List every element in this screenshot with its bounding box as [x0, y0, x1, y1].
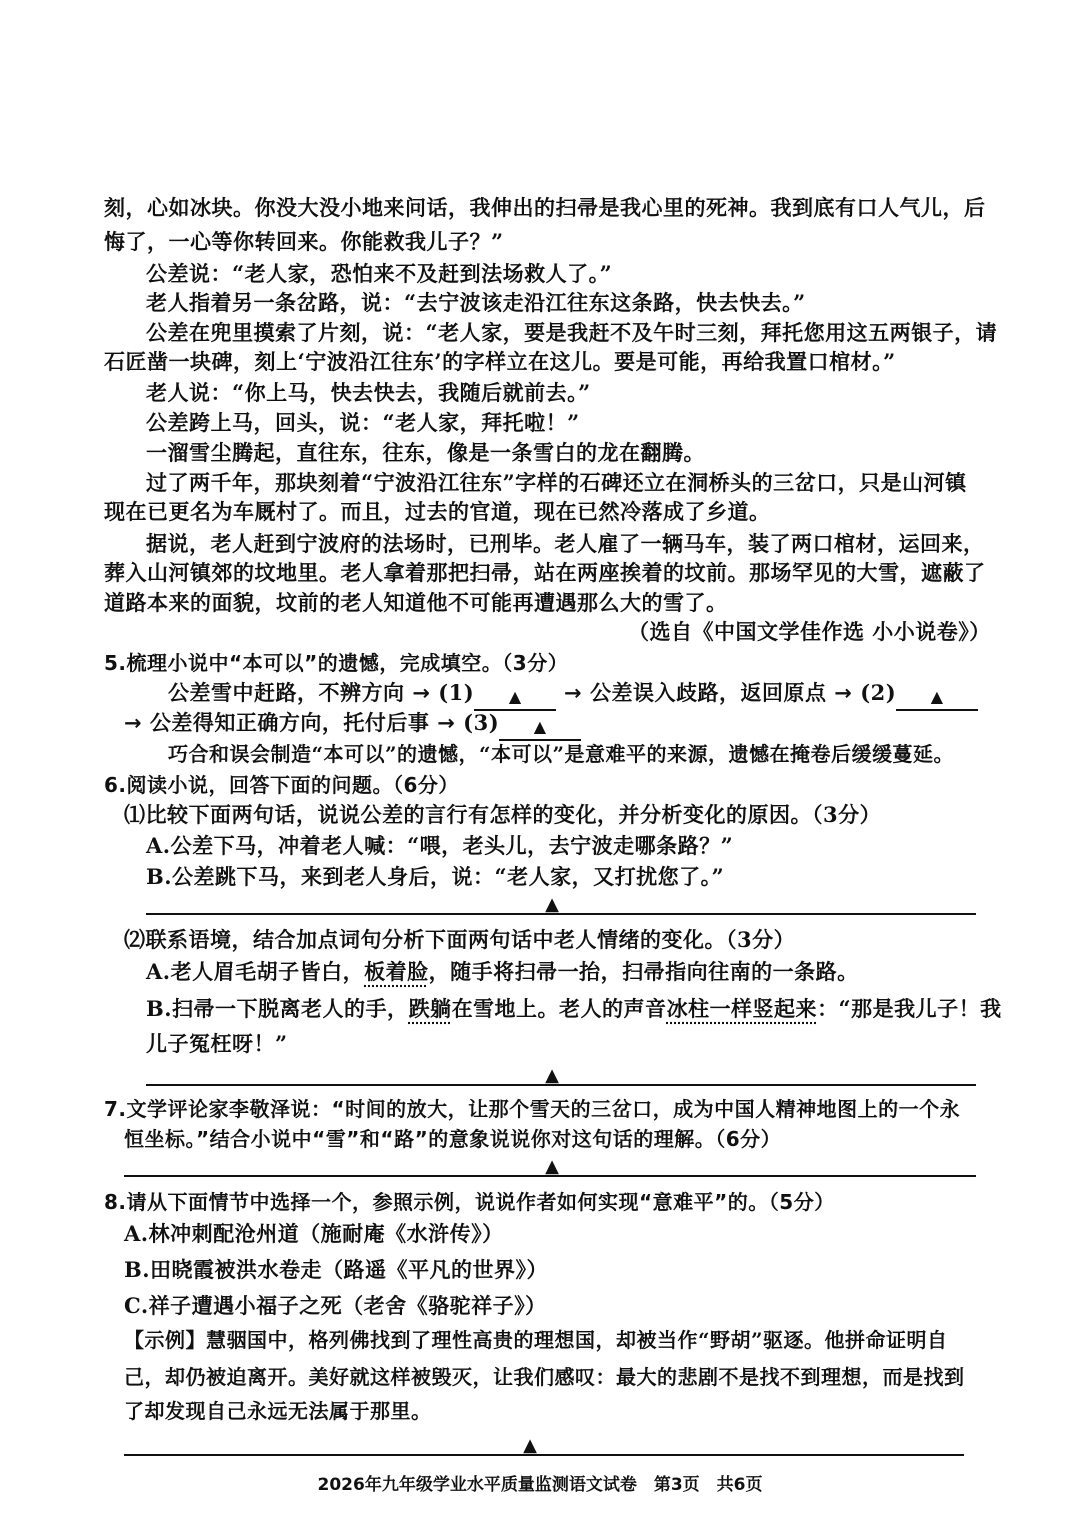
q6-sub2-b-post: ：“那是我儿子！我 [817, 996, 1002, 1021]
q6-sub2-b-mid: 在雪地上。老人的声音 [451, 996, 667, 1021]
page-footer: 2026年九年级学业水平质量监测语文试卷 第3页 共6页 [317, 1475, 763, 1495]
arrow-icon: → [412, 681, 431, 705]
story-line: 公差说：“老人家，恐怕来不及赶到法场救人了。” [146, 261, 613, 286]
q5-step-2: 公差误入歧路，返回原点 [589, 680, 827, 705]
q5-title: 5.梳理小说中“本可以”的遗憾，完成填空。（3分） [104, 651, 569, 675]
story-line: 悔了，一心等你转回来。你能救我儿子？” [104, 229, 504, 254]
answer-mark-icon: ▲ [508, 687, 522, 706]
story-line: 刻，心如冰块。你没大没小地来问话，我伸出的扫帚是我心里的死神。我到底有口人气儿，后 [104, 195, 986, 220]
q6-sub2-answer-line[interactable] [146, 1084, 976, 1086]
story-line: 老人说：“你上马，快去快去，我随后就前去。” [146, 380, 591, 405]
q8-option-c: C.祥子遭遇小福子之死（老舍《骆驼祥子》） [124, 1293, 547, 1318]
arrow-icon: → [834, 681, 853, 705]
q6-sub2-a-pre: A.老人眉毛胡子皆白， [146, 959, 365, 984]
story-line: 老人指着另一条岔路，说：“去宁波该走沿江往东这条路，快去快去。” [146, 290, 806, 315]
q7-line-2: 恒坐标。”结合小说中“雪”和“路”的意象说说你对这句话的理解。（6分） [124, 1127, 782, 1151]
story-line: 公差跨上马，回头，说：“老人家，拜托啦！” [146, 410, 580, 435]
q6-sub2-a-post: ，随手将扫帚一抬，扫帚指向往南的一条路。 [428, 959, 859, 984]
q6-sub2-b-dotted-1: 跌躺 [408, 996, 452, 1021]
q8-example-2: 己，却仍被迫离开。美好就这样被毁灭，让我们感叹：最大的悲剧不是找不到理想，而是找到 [124, 1365, 965, 1389]
q6-sub2-a [146, 957, 859, 987]
q6-sub1: ⑴比较下面两句话，说说公差的言行有怎样的变化，并分析变化的原因。（3分） [124, 802, 882, 827]
q8-example-1: 【示例】慧骃国中，格列佛找到了理性高贵的理想国，却被当作“野胡”驱逐。他拼命证明自 [124, 1328, 948, 1352]
q5-label-2: (2) [860, 680, 897, 705]
q7-answer-line[interactable] [124, 1175, 976, 1177]
q6-sub2-b-pre: B.扫帚一下脱离老人的手， [146, 996, 409, 1021]
q8-title: 8.请从下面情节中选择一个，参照示例，说说作者如何实现“意难平”的。（5分） [104, 1190, 835, 1214]
story-source: （选自《中国文学佳作选 小小说卷》） [628, 619, 991, 644]
q6-sub2-a-dotted: 板着脸 [364, 959, 429, 984]
answer-mark-icon: ▲ [545, 1156, 559, 1177]
q6-sub1-b: B.公差跳下马，来到老人身后，说：“老人家，又打扰您了。” [146, 864, 725, 889]
story-line: 公差在兜里摸索了片刻，说：“老人家，要是我赶不及午时三刻，拜托您用这五两银子，请 [146, 320, 998, 345]
q6-sub1-a: A.公差下马，冲着老人喊：“喂，老头儿，去宁波走哪条路？” [146, 833, 734, 858]
arrow-icon: → [124, 711, 143, 735]
q5-note: 巧合和误会制造“本可以”的遗憾，“本可以”是意难平的来源，遗憾在掩卷后缓缓蔓延。 [168, 742, 955, 766]
answer-mark-icon: ▲ [545, 1065, 559, 1086]
answer-mark-icon: ▲ [523, 1435, 537, 1456]
story-line: 据说，老人赶到宁波府的法场时，已刑毕。老人雇了一辆马车，装了两口棺材，运回来， [146, 531, 985, 556]
answer-mark-icon: ▲ [533, 717, 547, 736]
q6-sub2: ⑵联系语境，结合加点词句分析下面两句话中老人情绪的变化。（3分） [124, 927, 796, 952]
q6-sub2-b-end: 儿子冤枉呀！” [146, 1031, 288, 1056]
q5-blank-3[interactable] [499, 713, 581, 741]
answer-mark-icon: ▲ [930, 687, 944, 706]
q5-blank-2[interactable] [896, 683, 978, 711]
q8-answer-line[interactable] [124, 1454, 964, 1456]
q5-step-3: 公差得知正确方向，托付后事 [149, 710, 430, 735]
story-line: 一溜雪尘腾起，直往东，往东，像是一条雪白的龙在翻腾。 [146, 440, 705, 465]
story-line: 道路本来的面貌，坟前的老人知道他不可能再遭遇那么大的雪了。 [104, 590, 728, 615]
story-line: 石匠凿一块碑，刻上‘宁波沿江往东’的字样立在这儿。要是可能，再给我置口棺材。” [104, 349, 896, 374]
q5-step-1: 公差雪中赶路，不辨方向 [168, 680, 405, 705]
story-line: 葬入山河镇郊的坟地里。老人拿着那把扫帚，站在两座挨着的坟前。那场罕见的大雪，遮蔽了 [104, 560, 986, 585]
q6-sub2-b [146, 994, 1002, 1024]
q8-option-a: A.林冲刺配沧州道（施耐庵《水浒传》） [124, 1221, 504, 1246]
answer-mark-icon: ▲ [545, 894, 559, 915]
q6-sub2-b-dotted-2: 冰柱一样竖起来 [666, 996, 818, 1021]
story-line: 现在已更名为车厩村了。而且，过去的官道，现在已然冷落成了乡道。 [104, 499, 771, 524]
q8-option-b: B.田晓霞被洪水卷走（路遥《平凡的世界》） [124, 1257, 549, 1282]
q7-line-1: 7.文学评论家李敬泽说：“时间的放大，让那个雪天的三岔口，成为中国人精神地图上的一个永 [104, 1097, 961, 1121]
q5-label-1: (1) [438, 680, 475, 705]
q5-blank-1[interactable] [474, 683, 556, 711]
q5-label-3: (3) [463, 710, 500, 735]
arrow-icon: → [437, 711, 456, 735]
q6-sub1-answer-line[interactable] [146, 913, 976, 915]
q8-example-3: 了却发现自己永远无法属于那里。 [124, 1399, 432, 1423]
q5-row2 [124, 708, 581, 739]
q5-row1 [168, 678, 978, 709]
arrow-icon: → [564, 681, 583, 705]
q6-title: 6.阅读小说，回答下面的问题。（6分） [104, 773, 459, 797]
story-line: 过了两千年，那块刻着“宁波沿江往东”字样的石碑还立在洞桥头的三岔口，只是山河镇 [146, 470, 967, 495]
